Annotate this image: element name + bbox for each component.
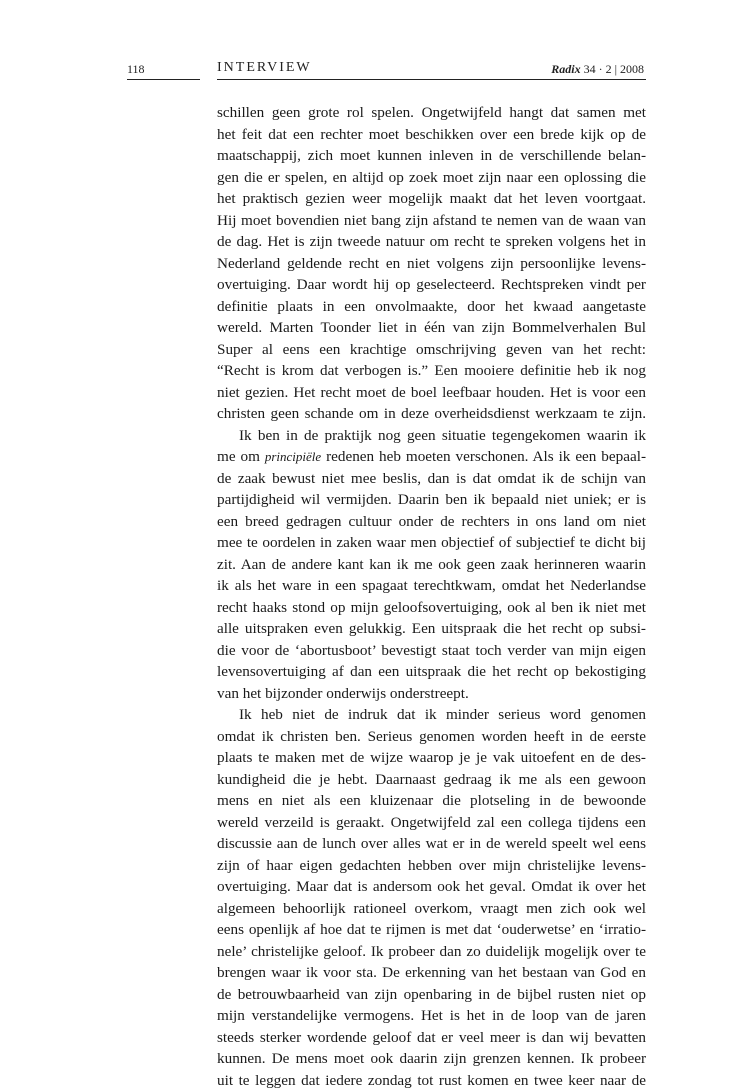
- text-line: zijn of haar eigen gedachten hebben over mijn christelijke levens-: [217, 855, 646, 877]
- text-line: algemeen behoorlijk rationeel overkom, vraagt men zich ook wel: [217, 898, 646, 920]
- text-line: het feit dat een rechter moet beschikken over een brede kijk op de: [217, 124, 646, 146]
- text-line: schillen geen grote rol spelen. Ongetwijfeld hangt dat samen met: [217, 102, 646, 124]
- text-line: Ik heb niet de indruk dat ik minder serieus word genomen: [217, 704, 646, 726]
- text-run: me om: [217, 448, 265, 465]
- text-line: recht haaks stond op mijn geloofsovertuiging, ook al ben ik niet met: [217, 597, 646, 619]
- text-line: niet gezien. Het recht moet de boel leefbaar houden. Het is voor een: [217, 382, 646, 404]
- text-line: maatschappij, zich moet kunnen inleven in de verschillende belan-: [217, 145, 646, 167]
- text-line: de betrouwbaarheid van zijn openbaring in de bijbel rusten niet op: [217, 984, 646, 1006]
- text-line: het praktisch gezien weer mogelijk maakt dat het leven voortgaat.: [217, 188, 646, 210]
- text-line: wereld verzeild is geraakt. Ongetwijfeld zal een collega tijdens een: [217, 812, 646, 834]
- journal-name: Radix: [551, 62, 580, 76]
- text-line: zit. Aan de andere kant kan ik me ook geen zaak herinneren waarin: [217, 554, 646, 576]
- text-line: uit te leggen dat iedere zondag tot rust komen en twee keer naar de: [217, 1070, 646, 1091]
- text-line: levensovertuiging af dan een uitspraak die het recht op bekostiging: [217, 661, 646, 683]
- header-rule-main: [217, 79, 646, 80]
- section-label: INTERVIEW: [217, 60, 312, 76]
- text-line: kundigheid die je hebt. Daarnaast gedraag ik me als een gewoon: [217, 769, 646, 791]
- text-line: eens openlijk af hoe dat te rijmen is met dat ‘ouderwetse’ en ‘irratio-: [217, 919, 646, 941]
- text-line: christen geen schande om in deze overheidsdienst werkzaam te zijn.: [217, 403, 646, 425]
- article-body: [217, 102, 646, 1091]
- paragraph: [217, 704, 646, 1091]
- emphasis-text: principiële: [265, 449, 321, 464]
- text-line: gen die er spelen, en altijd op zoek moet zijn naar een oplossing die: [217, 167, 646, 189]
- text-line: overtuiging. Maar dat is andersom ook het geval. Omdat ik over het: [217, 876, 646, 898]
- text-line: steeds sterker wordende geloof dat er veel meer is dan wij bevatten: [217, 1027, 646, 1049]
- text-line: Nederland geldende recht en niet volgens zijn persoonlijke levens-: [217, 253, 646, 275]
- text-line: Hij moet bovendien niet bang zijn afstand te nemen van de waan van: [217, 210, 646, 232]
- text-line: de zaak bewust niet mee beslis, dan is dat omdat ik de schijn van: [217, 468, 646, 490]
- text-run: redenen heb moeten verschonen. Als ik een bepaal-: [321, 448, 646, 465]
- text-line: mens en niet als een kluizenaar die plotseling in de bewoonde: [217, 790, 646, 812]
- paragraph: [217, 425, 646, 705]
- text-line: die voor de ‘abortusboot’ bevestigt staat toch verder van mijn eigen: [217, 640, 646, 662]
- text-line: mee te oordelen in zaken waar men objectief of subjectief te dicht bij: [217, 532, 646, 554]
- text-line: discussie aan de lunch over alles wat er in de wereld speelt wel eens: [217, 833, 646, 855]
- text-line: overtuiging. Daar wordt hij op geselecteerd. Rechtspreken vindt per: [217, 274, 646, 296]
- text-line: brengen waar ik voor sta. De erkenning van het bestaan van God en: [217, 962, 646, 984]
- text-line: van het bijzonder onderwijs onderstreept.: [217, 683, 646, 705]
- text-line: definitie plaats in een onvolmaakte, door het kwaad aangetaste: [217, 296, 646, 318]
- page-number: 118: [127, 62, 145, 77]
- text-line: Ik ben in de praktijk nog geen situatie tegengekomen waarin ik: [217, 425, 646, 447]
- text-line: Super al eens een krachtige omschrijving geven van het recht:: [217, 339, 646, 361]
- text-line: kunnen. De mens moet ook daarin zijn grenzen kennen. Ik probeer: [217, 1048, 646, 1070]
- text-line: nele’ christelijke geloof. Ik probeer dan zo duidelijk mogelijk over te: [217, 941, 646, 963]
- text-line: alle uitspraken even gelukkig. Een uitspraak die het recht op subsi-: [217, 618, 646, 640]
- text-line: partijdigheid wil vermijden. Daarin ben ik bepaald niet uniek; er is: [217, 489, 646, 511]
- text-line: “Recht is krom dat verbogen is.” Een mooiere definitie heb ik nog: [217, 360, 646, 382]
- journal-reference: [551, 62, 644, 77]
- journal-issue: 34 · 2 | 2008: [584, 62, 644, 76]
- text-line: plaats te maken met de wijze waarop je je vak uitoefent en de des-: [217, 747, 646, 769]
- text-line: [217, 446, 646, 468]
- text-line: mijn verstandelijke vermogens. Het is het in de loop van de jaren: [217, 1005, 646, 1027]
- text-line: wereld. Marten Toonder liet in één van zijn Bommelverhalen Bul: [217, 317, 646, 339]
- header-rule-left: [127, 79, 200, 80]
- text-line: de dag. Het is zijn tweede natuur om recht te spreken volgens het in: [217, 231, 646, 253]
- text-line: een breed gedragen cultuur onder de rechters in ons land om niet: [217, 511, 646, 533]
- text-line: ik als het ware in een spagaat terechtkwam, omdat het Nederlandse: [217, 575, 646, 597]
- text-line: omdat ik christen ben. Serieus genomen worden heeft in de eerste: [217, 726, 646, 748]
- paragraph: [217, 102, 646, 425]
